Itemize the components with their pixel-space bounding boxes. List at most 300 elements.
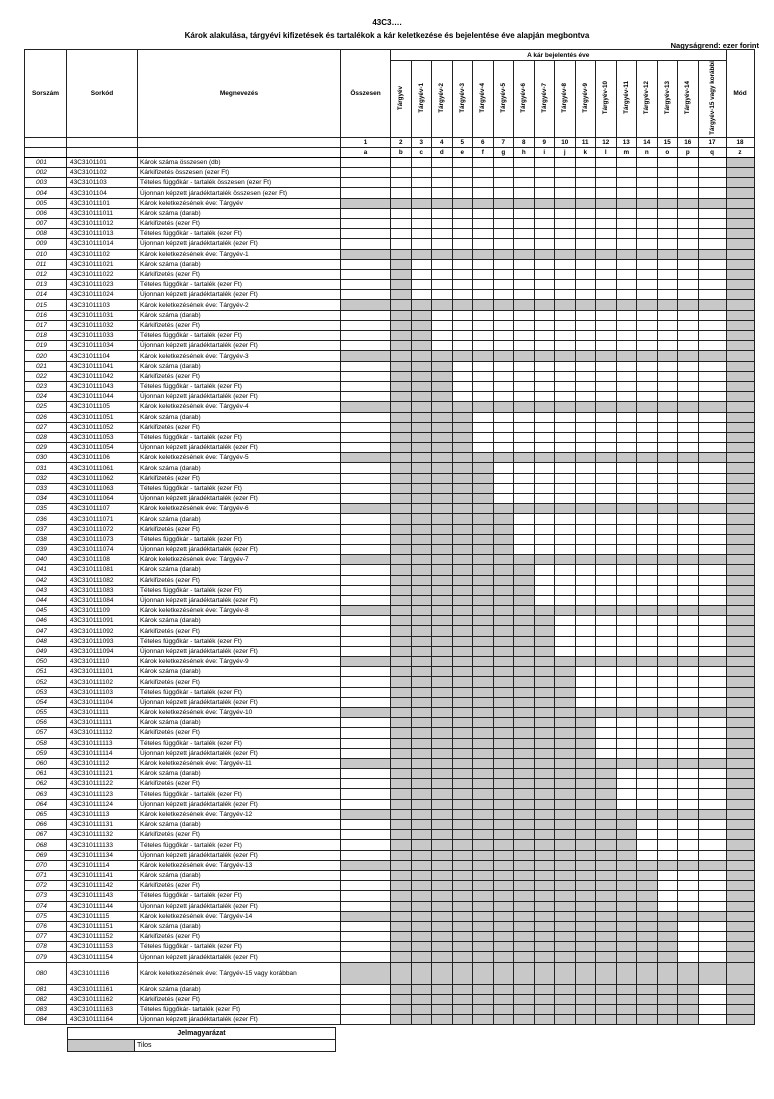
row-sorszam: 020 bbox=[25, 351, 67, 361]
row-sorkod: 43C310111013 bbox=[67, 229, 138, 239]
data-cell bbox=[341, 758, 391, 768]
data-cell bbox=[637, 707, 658, 717]
table-row bbox=[25, 310, 755, 320]
data-cell bbox=[452, 361, 473, 371]
data-cell bbox=[473, 789, 494, 799]
data-cell bbox=[698, 514, 726, 524]
header-year-col bbox=[616, 61, 637, 138]
row-megnevezes: Tételes függőkár - tartalék (ezer Ft) bbox=[138, 687, 341, 697]
data-cell bbox=[473, 371, 494, 381]
data-cell bbox=[473, 239, 494, 249]
data-cell bbox=[575, 799, 596, 809]
data-cell bbox=[473, 453, 494, 463]
data-cell bbox=[432, 310, 453, 320]
data-cell bbox=[514, 646, 535, 656]
data-cell bbox=[452, 616, 473, 626]
data-cell bbox=[341, 738, 391, 748]
data-cell bbox=[341, 606, 391, 616]
data-cell bbox=[411, 361, 432, 371]
data-cell bbox=[596, 646, 617, 656]
data-cell bbox=[432, 300, 453, 310]
column-number: 4 bbox=[432, 137, 453, 147]
data-cell bbox=[411, 198, 432, 208]
mod-cell bbox=[726, 728, 754, 738]
data-cell bbox=[411, 606, 432, 616]
data-cell bbox=[678, 1015, 699, 1025]
data-cell bbox=[341, 361, 391, 371]
data-cell bbox=[575, 718, 596, 728]
data-cell bbox=[616, 870, 637, 880]
data-cell bbox=[698, 473, 726, 483]
data-cell bbox=[575, 942, 596, 952]
table-row bbox=[25, 860, 755, 870]
data-cell bbox=[341, 1005, 391, 1015]
data-cell bbox=[575, 840, 596, 850]
row-sorszam: 006 bbox=[25, 208, 67, 218]
data-cell bbox=[534, 504, 555, 514]
header-year-col bbox=[657, 61, 678, 138]
data-cell bbox=[473, 606, 494, 616]
data-cell bbox=[432, 860, 453, 870]
data-cell bbox=[616, 646, 637, 656]
data-cell bbox=[657, 984, 678, 994]
data-cell bbox=[596, 820, 617, 830]
data-cell bbox=[657, 748, 678, 758]
data-cell bbox=[657, 259, 678, 269]
data-cell bbox=[514, 555, 535, 565]
header-year-label: Tárgyév-15 vagy korábbi bbox=[708, 61, 716, 135]
data-cell bbox=[341, 504, 391, 514]
mod-cell bbox=[726, 820, 754, 830]
data-cell bbox=[514, 789, 535, 799]
row-sorkod: 43C310111024 bbox=[67, 290, 138, 300]
data-cell bbox=[698, 636, 726, 646]
data-cell bbox=[534, 361, 555, 371]
table-row bbox=[25, 667, 755, 677]
data-cell bbox=[341, 565, 391, 575]
data-cell bbox=[575, 809, 596, 819]
data-cell bbox=[391, 881, 412, 891]
data-cell bbox=[555, 748, 576, 758]
data-cell bbox=[698, 616, 726, 626]
data-cell bbox=[534, 534, 555, 544]
data-cell bbox=[555, 249, 576, 259]
data-cell bbox=[678, 432, 699, 442]
data-cell bbox=[473, 443, 494, 453]
table-row bbox=[25, 687, 755, 697]
data-cell bbox=[637, 942, 658, 952]
page-title: Károk alakulása, tárgyévi kifizetések és tartalékok a kár keletkezése és bejelentése éve alapján megbontva bbox=[184, 31, 590, 40]
column-number: 14 bbox=[637, 137, 658, 147]
row-megnevezes: Tételes függőkár - tartalék (ezer Ft) bbox=[138, 942, 341, 952]
data-cell bbox=[616, 932, 637, 942]
data-cell bbox=[698, 188, 726, 198]
data-cell bbox=[657, 534, 678, 544]
legend-table bbox=[67, 1027, 336, 1052]
column-letter: k bbox=[575, 147, 596, 157]
data-cell bbox=[596, 799, 617, 809]
data-cell bbox=[637, 881, 658, 891]
table-row bbox=[25, 544, 755, 554]
data-cell bbox=[452, 432, 473, 442]
data-cell bbox=[452, 738, 473, 748]
data-cell bbox=[637, 575, 658, 585]
data-cell bbox=[555, 840, 576, 850]
data-cell bbox=[657, 280, 678, 290]
data-cell bbox=[596, 544, 617, 554]
data-cell bbox=[493, 555, 514, 565]
data-cell bbox=[514, 728, 535, 738]
data-cell bbox=[514, 381, 535, 391]
data-cell bbox=[596, 891, 617, 901]
row-sorkod: 43C31011106 bbox=[67, 453, 138, 463]
table-row bbox=[25, 595, 755, 605]
data-cell bbox=[473, 402, 494, 412]
data-cell bbox=[575, 381, 596, 391]
mod-cell bbox=[726, 432, 754, 442]
data-cell bbox=[391, 208, 412, 218]
data-cell bbox=[555, 259, 576, 269]
row-megnevezes: Újonnan képzett járadéktartalék (ezer Ft) bbox=[138, 952, 341, 962]
data-cell bbox=[411, 932, 432, 942]
row-sorkod: 43C310111132 bbox=[67, 830, 138, 840]
row-sorkod: 43C310111062 bbox=[67, 473, 138, 483]
data-cell bbox=[534, 524, 555, 534]
data-cell bbox=[637, 636, 658, 646]
data-cell bbox=[534, 412, 555, 422]
data-cell bbox=[657, 290, 678, 300]
data-cell bbox=[698, 799, 726, 809]
data-cell bbox=[391, 860, 412, 870]
data-cell bbox=[452, 402, 473, 412]
data-cell bbox=[514, 178, 535, 188]
data-cell bbox=[637, 984, 658, 994]
table-row bbox=[25, 901, 755, 911]
row-megnevezes: Tételes függőkár - tartalék (ezer Ft) bbox=[138, 891, 341, 901]
data-cell bbox=[637, 921, 658, 931]
header-year-label: Tárgyév-14 bbox=[684, 81, 692, 115]
data-cell bbox=[432, 891, 453, 901]
data-cell bbox=[391, 677, 412, 687]
data-cell bbox=[473, 809, 494, 819]
row-sorszam: 037 bbox=[25, 524, 67, 534]
data-cell bbox=[596, 911, 617, 921]
data-cell bbox=[555, 942, 576, 952]
data-cell bbox=[678, 687, 699, 697]
data-cell bbox=[657, 870, 678, 880]
data-cell bbox=[411, 881, 432, 891]
mod-cell bbox=[726, 555, 754, 565]
data-cell bbox=[657, 402, 678, 412]
data-cell bbox=[534, 667, 555, 677]
data-cell bbox=[637, 667, 658, 677]
data-cell bbox=[411, 341, 432, 351]
data-cell bbox=[514, 280, 535, 290]
data-cell bbox=[391, 667, 412, 677]
data-cell bbox=[341, 320, 391, 330]
header-year-col bbox=[391, 61, 412, 138]
row-sorszam: 047 bbox=[25, 626, 67, 636]
data-cell bbox=[411, 473, 432, 483]
data-cell bbox=[473, 514, 494, 524]
data-cell bbox=[493, 239, 514, 249]
mod-cell bbox=[726, 738, 754, 748]
mod-cell bbox=[726, 514, 754, 524]
data-cell bbox=[575, 932, 596, 942]
data-cell bbox=[514, 351, 535, 361]
data-cell bbox=[698, 381, 726, 391]
row-sorkod: 43C3101103 bbox=[67, 178, 138, 188]
data-cell bbox=[432, 443, 453, 453]
row-sorszam: 067 bbox=[25, 830, 67, 840]
row-megnevezes: Károk keletkezésének éve: Tárgyév-15 vagy korábban bbox=[138, 962, 341, 984]
row-sorszam: 018 bbox=[25, 331, 67, 341]
header-osszesen: Összesen bbox=[341, 50, 391, 138]
row-megnevezes: Károk keletkezésének éve: Tárgyév-11 bbox=[138, 758, 341, 768]
data-cell bbox=[637, 606, 658, 616]
data-cell bbox=[493, 381, 514, 391]
row-sorkod: 43C310111153 bbox=[67, 942, 138, 952]
data-cell bbox=[514, 738, 535, 748]
data-cell bbox=[411, 188, 432, 198]
data-cell bbox=[616, 555, 637, 565]
data-cell bbox=[637, 208, 658, 218]
data-cell bbox=[575, 198, 596, 208]
data-cell bbox=[596, 585, 617, 595]
row-sorkod: 43C310111041 bbox=[67, 361, 138, 371]
data-cell bbox=[514, 402, 535, 412]
data-cell bbox=[391, 463, 412, 473]
column-letter: e bbox=[452, 147, 473, 157]
row-sorkod: 43C310111031 bbox=[67, 310, 138, 320]
row-megnevezes: Károk keletkezésének éve: Tárgyév-5 bbox=[138, 453, 341, 463]
mod-cell bbox=[726, 402, 754, 412]
data-cell bbox=[411, 585, 432, 595]
data-cell bbox=[637, 524, 658, 534]
data-cell bbox=[493, 341, 514, 351]
row-sorszam: 010 bbox=[25, 249, 67, 259]
data-cell bbox=[411, 249, 432, 259]
data-cell bbox=[493, 290, 514, 300]
data-cell bbox=[411, 178, 432, 188]
data-cell bbox=[493, 850, 514, 860]
data-cell bbox=[493, 514, 514, 524]
data-cell bbox=[657, 687, 678, 697]
data-cell bbox=[514, 300, 535, 310]
data-cell bbox=[575, 188, 596, 198]
header-year-label: Tárgyév-11 bbox=[622, 81, 630, 115]
data-cell bbox=[432, 779, 453, 789]
data-cell bbox=[637, 555, 658, 565]
data-cell bbox=[616, 188, 637, 198]
data-cell bbox=[698, 290, 726, 300]
data-cell bbox=[637, 483, 658, 493]
table-row bbox=[25, 188, 755, 198]
data-cell bbox=[432, 901, 453, 911]
table-row bbox=[25, 453, 755, 463]
data-cell bbox=[596, 707, 617, 717]
data-cell bbox=[514, 361, 535, 371]
data-cell bbox=[637, 748, 658, 758]
data-cell bbox=[411, 544, 432, 554]
data-cell bbox=[575, 361, 596, 371]
header-year-label: Tárgyév-12 bbox=[643, 81, 651, 115]
data-cell bbox=[637, 718, 658, 728]
row-sorszam: 029 bbox=[25, 443, 67, 453]
data-cell bbox=[432, 921, 453, 931]
data-cell bbox=[555, 269, 576, 279]
data-cell bbox=[616, 157, 637, 167]
data-cell bbox=[452, 208, 473, 218]
data-cell bbox=[514, 494, 535, 504]
data-cell bbox=[411, 351, 432, 361]
data-cell bbox=[637, 168, 658, 178]
row-sorszam: 002 bbox=[25, 168, 67, 178]
data-cell bbox=[575, 463, 596, 473]
row-megnevezes: Károk keletkezésének éve: Tárgyév-13 bbox=[138, 860, 341, 870]
data-cell bbox=[657, 769, 678, 779]
row-sorszam: 036 bbox=[25, 514, 67, 524]
data-cell bbox=[698, 463, 726, 473]
data-cell bbox=[698, 168, 726, 178]
data-cell bbox=[341, 891, 391, 901]
data-cell bbox=[575, 422, 596, 432]
header-megnevezes: Megnevezés bbox=[138, 50, 341, 138]
data-cell bbox=[657, 840, 678, 850]
row-sorszam: 056 bbox=[25, 718, 67, 728]
row-megnevezes: Kárkifizetés (ezer Ft) bbox=[138, 371, 341, 381]
row-sorkod: 43C310111154 bbox=[67, 952, 138, 962]
data-cell bbox=[657, 646, 678, 656]
data-cell bbox=[514, 1005, 535, 1015]
header-year-label: Tárgyév bbox=[397, 85, 405, 110]
table-row bbox=[25, 585, 755, 595]
row-sorszam: 078 bbox=[25, 942, 67, 952]
data-cell bbox=[452, 259, 473, 269]
data-cell bbox=[432, 799, 453, 809]
data-cell bbox=[391, 921, 412, 931]
data-cell bbox=[411, 1005, 432, 1015]
data-cell bbox=[616, 789, 637, 799]
row-megnevezes: Károk keletkezésének éve: Tárgyév-1 bbox=[138, 249, 341, 259]
data-cell bbox=[637, 544, 658, 554]
data-cell bbox=[432, 677, 453, 687]
data-cell bbox=[341, 840, 391, 850]
data-cell bbox=[514, 198, 535, 208]
mod-cell bbox=[726, 595, 754, 605]
data-cell bbox=[534, 208, 555, 218]
data-cell bbox=[411, 514, 432, 524]
data-cell bbox=[341, 1015, 391, 1025]
data-cell bbox=[514, 962, 535, 984]
data-cell bbox=[678, 280, 699, 290]
data-cell bbox=[452, 381, 473, 391]
data-cell bbox=[637, 646, 658, 656]
data-cell bbox=[473, 494, 494, 504]
mod-cell bbox=[726, 168, 754, 178]
data-cell bbox=[514, 310, 535, 320]
data-cell bbox=[391, 870, 412, 880]
data-cell bbox=[493, 718, 514, 728]
data-cell bbox=[555, 320, 576, 330]
data-cell bbox=[637, 626, 658, 636]
data-cell bbox=[473, 208, 494, 218]
data-cell bbox=[596, 809, 617, 819]
data-cell bbox=[596, 687, 617, 697]
data-cell bbox=[596, 188, 617, 198]
data-cell bbox=[678, 952, 699, 962]
data-cell bbox=[555, 555, 576, 565]
data-cell bbox=[452, 891, 473, 901]
data-cell bbox=[575, 687, 596, 697]
data-cell bbox=[411, 269, 432, 279]
mod-cell bbox=[726, 443, 754, 453]
data-cell bbox=[555, 901, 576, 911]
data-cell bbox=[678, 921, 699, 931]
data-cell bbox=[391, 769, 412, 779]
data-cell bbox=[391, 984, 412, 994]
data-cell bbox=[452, 534, 473, 544]
data-cell bbox=[473, 178, 494, 188]
data-cell bbox=[473, 249, 494, 259]
row-sorszam: 015 bbox=[25, 300, 67, 310]
data-cell bbox=[452, 494, 473, 504]
data-cell bbox=[341, 932, 391, 942]
data-cell bbox=[493, 168, 514, 178]
data-cell bbox=[678, 860, 699, 870]
data-cell bbox=[555, 984, 576, 994]
data-cell bbox=[473, 718, 494, 728]
data-cell bbox=[452, 769, 473, 779]
data-cell bbox=[637, 697, 658, 707]
data-cell bbox=[575, 606, 596, 616]
data-cell bbox=[555, 504, 576, 514]
header-year-label: Tárgyév-10 bbox=[602, 81, 610, 115]
data-cell bbox=[698, 249, 726, 259]
mod-cell bbox=[726, 259, 754, 269]
data-cell bbox=[432, 524, 453, 534]
data-cell bbox=[493, 310, 514, 320]
row-megnevezes: Tételes függőkár - tartalék (ezer Ft) bbox=[138, 229, 341, 239]
data-cell bbox=[534, 901, 555, 911]
data-cell bbox=[391, 789, 412, 799]
data-cell bbox=[555, 402, 576, 412]
data-cell bbox=[657, 994, 678, 1004]
data-cell bbox=[411, 168, 432, 178]
mod-cell bbox=[726, 575, 754, 585]
data-cell bbox=[432, 494, 453, 504]
data-cell bbox=[534, 473, 555, 483]
data-cell bbox=[616, 534, 637, 544]
row-sorszam: 080 bbox=[25, 962, 67, 984]
data-cell bbox=[575, 208, 596, 218]
data-cell bbox=[493, 962, 514, 984]
data-cell bbox=[637, 911, 658, 921]
data-cell bbox=[575, 157, 596, 167]
data-cell bbox=[596, 575, 617, 585]
data-cell bbox=[678, 707, 699, 717]
data-cell bbox=[411, 504, 432, 514]
table-row bbox=[25, 789, 755, 799]
data-cell bbox=[534, 789, 555, 799]
data-cell bbox=[534, 300, 555, 310]
data-cell bbox=[473, 422, 494, 432]
table-row bbox=[25, 331, 755, 341]
table-row bbox=[25, 932, 755, 942]
data-cell bbox=[473, 738, 494, 748]
table-row bbox=[25, 820, 755, 830]
data-cell bbox=[473, 616, 494, 626]
